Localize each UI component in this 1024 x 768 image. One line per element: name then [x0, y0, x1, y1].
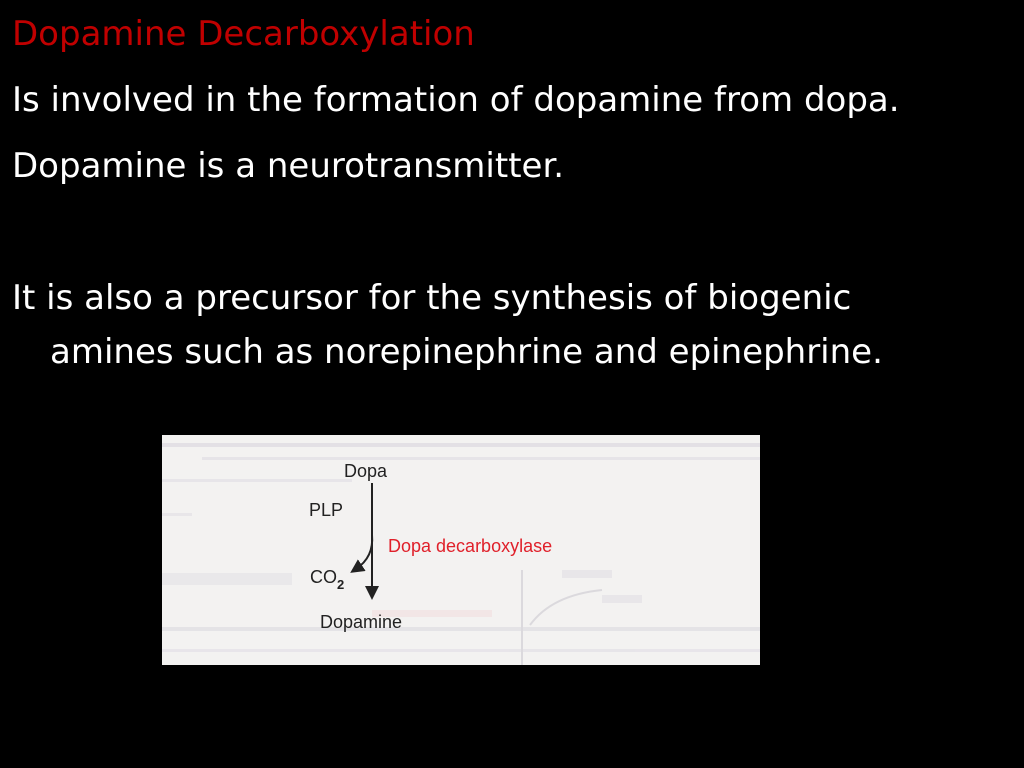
- byproduct-label: [310, 567, 344, 592]
- enzyme-label: Dopa decarboxylase: [388, 536, 553, 556]
- byproduct-subscript: 2: [337, 577, 345, 592]
- cofactor-label: PLP: [309, 500, 344, 520]
- body-text-line-1: Is involved in the formation of dopamine from dopa.: [12, 80, 900, 120]
- body-text-line-3: It is also a precursor for the synthesis of biogenic: [12, 278, 852, 318]
- substrate-label: Dopa: [344, 461, 388, 481]
- byproduct-main: CO: [310, 567, 337, 587]
- product-label: Dopamine: [320, 612, 403, 632]
- co2-release-arrow: [356, 535, 372, 569]
- body-text-line-4: amines such as norepinephrine and epinephrine.: [50, 332, 883, 372]
- body-text-line-2: Dopamine is a neurotransmitter.: [12, 146, 565, 186]
- dopa-decarboxylase-diagram: [162, 435, 760, 665]
- reaction-scheme: [162, 435, 760, 665]
- slide-title: Dopamine Decarboxylation: [12, 14, 475, 54]
